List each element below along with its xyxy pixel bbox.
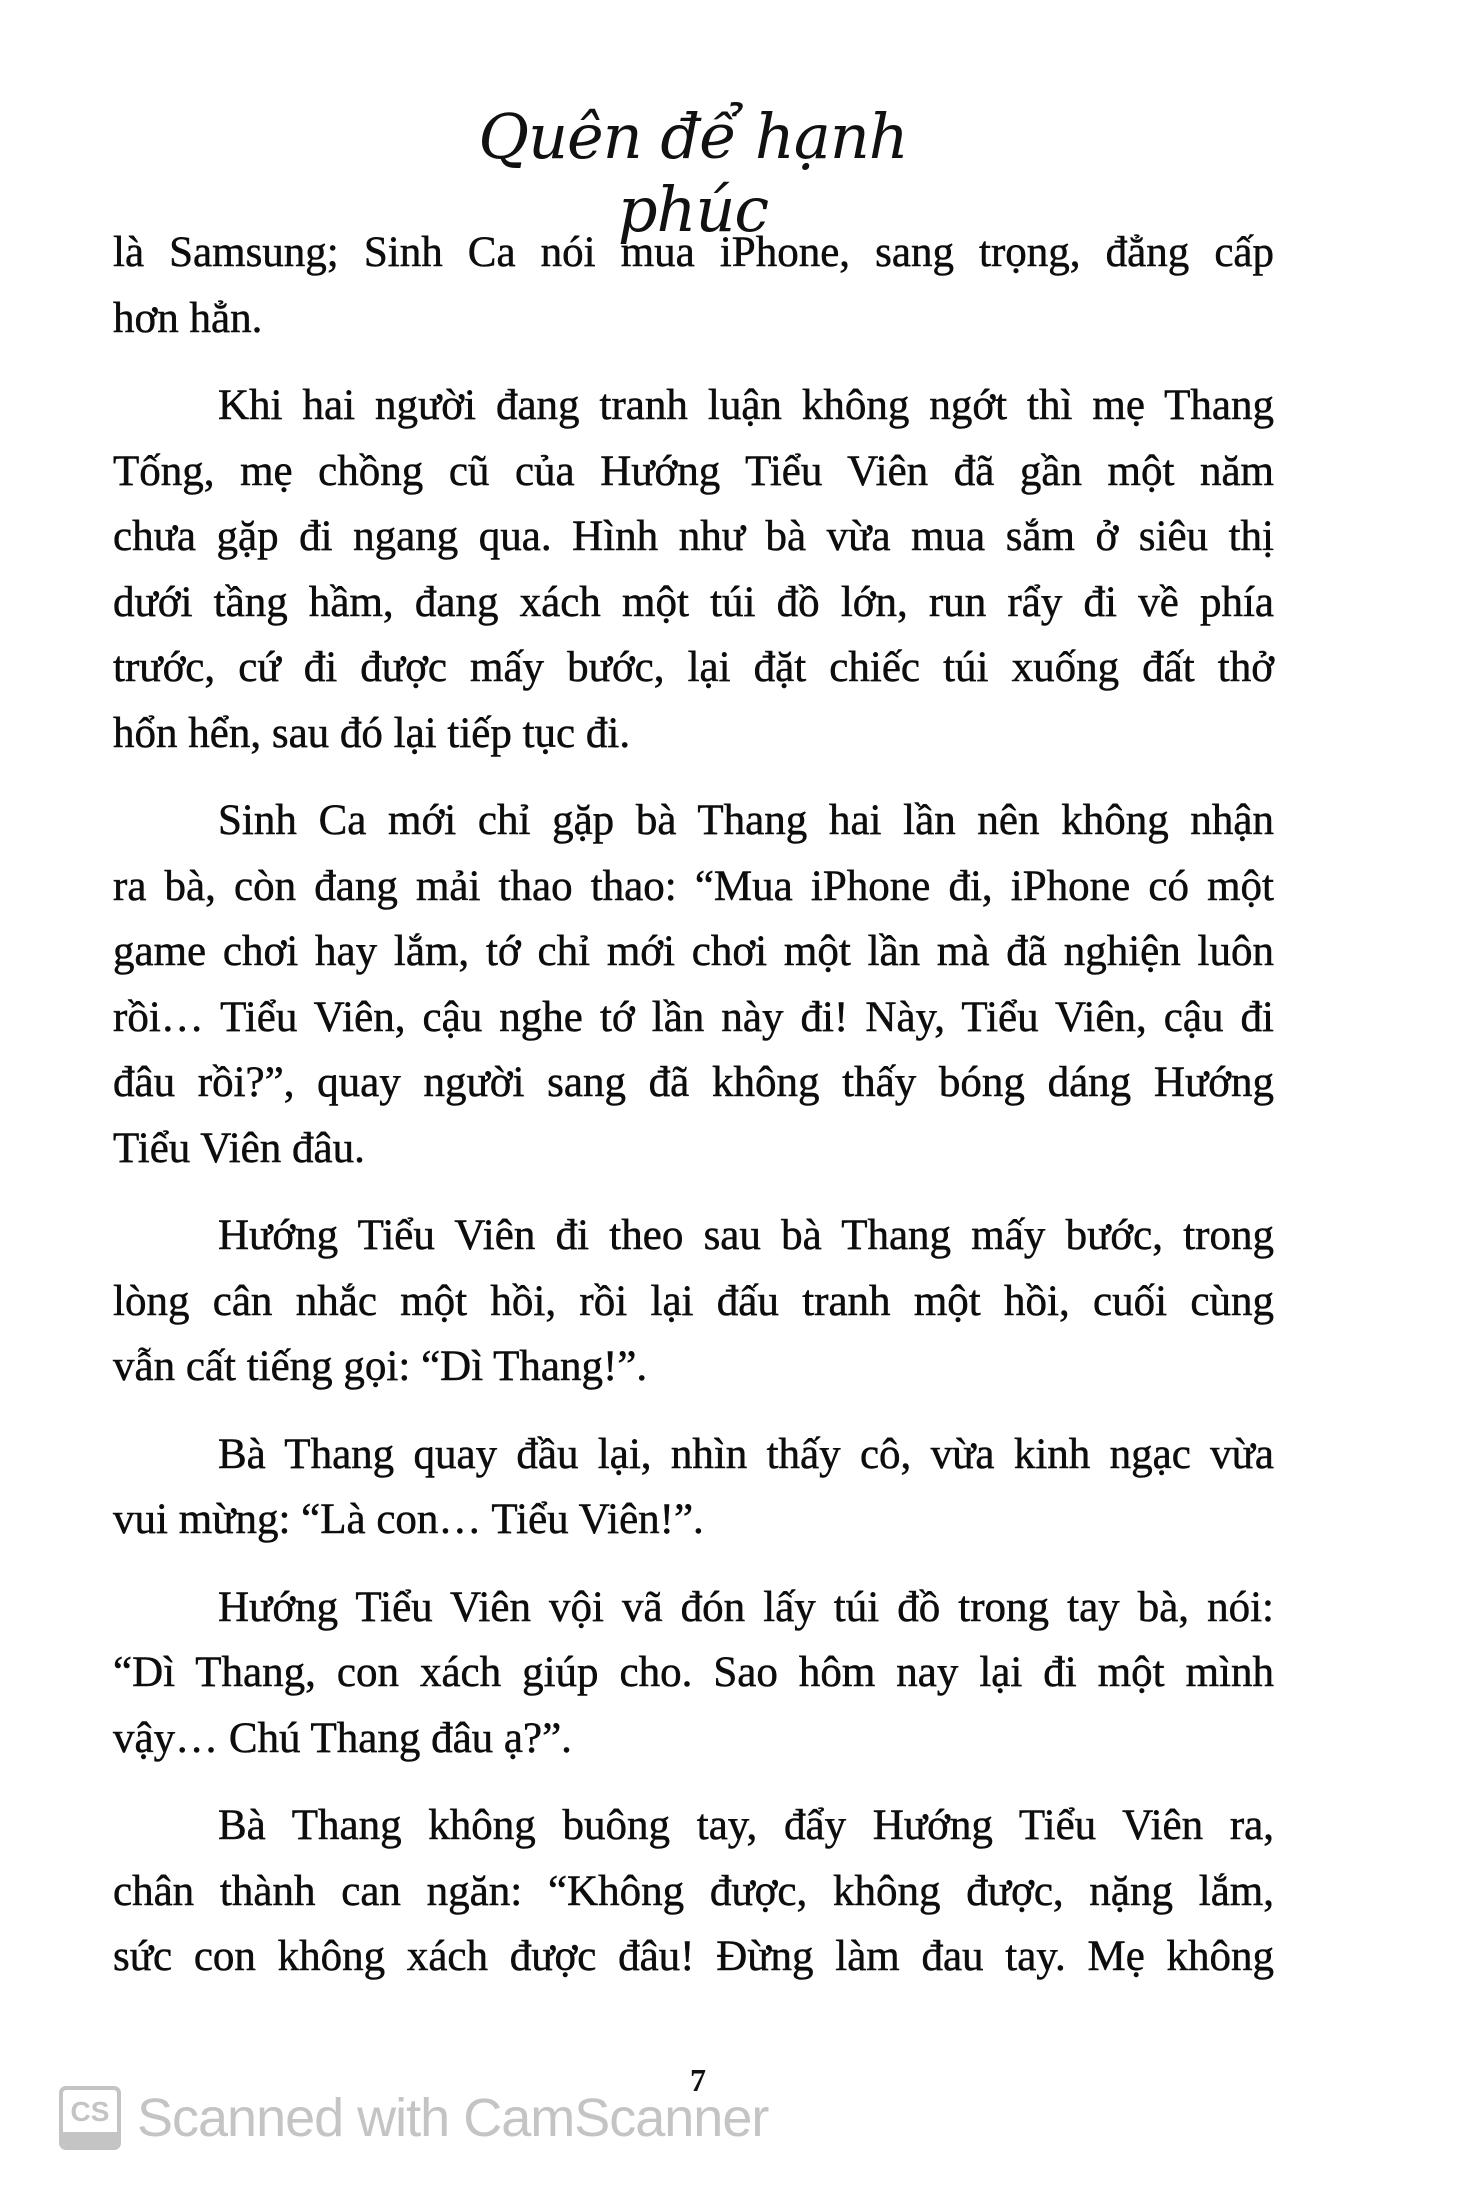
text-line: là Samsung; Sinh Ca nói mua iPhone, sang trọng, đẳng cấp	[113, 229, 1274, 276]
text-line: trước, cứ đi được mấy bước, lại đặt chiếc túi xuống đất thở	[113, 644, 1274, 691]
text-line: Bà Thang không buông tay, đẩy Hướng Tiểu Viên ra,	[218, 1802, 1274, 1849]
text-line: chân thành can ngăn: “Không được, không được, nặng lắm,	[113, 1867, 1274, 1915]
text-line: dưới tầng hầm, đang xách một túi đồ lớn, run rẩy đi về phía	[113, 578, 1274, 626]
paragraph	[113, 1422, 1274, 1553]
text-line: rồi… Tiểu Viên, cậu nghe tớ lần này đi! Này, Tiểu Viên, cậu đi	[113, 993, 1274, 1041]
text-line: “Dì Thang, con xách giúp cho. Sao hôm nay lại đi một mình	[113, 1649, 1274, 1696]
paragraph	[113, 220, 1274, 351]
text-line: hổn hển, sau đó lại tiếp tục đi.	[113, 709, 631, 757]
text-line: Hướng Tiểu Viên vội vã đón lấy túi đồ trong tay bà, nói:	[218, 1583, 1274, 1631]
paragraph	[113, 1793, 1274, 1990]
text-line: vậy… Chú Thang đâu ạ?”.	[113, 1714, 572, 1762]
text-line: Khi hai người đang tranh luận không ngớt thì mẹ Thang	[218, 382, 1274, 429]
text-line: lòng cân nhắc một hồi, rồi lại đấu tranh một hồi, cuối cùng	[113, 1277, 1274, 1325]
text-line: game chơi hay lắm, tớ chỉ mới chơi một lần mà đã nghiện luôn	[113, 928, 1274, 975]
camscanner-logo-icon	[59, 2086, 121, 2150]
text-line: đâu rồi?”, quay người sang đã không thấy bóng dáng Hướng	[113, 1059, 1274, 1106]
body-text	[113, 220, 1274, 2012]
text-line: sức con không xách được đâu! Đừng làm đau tay. Mẹ không	[113, 1933, 1274, 1980]
paragraph	[113, 373, 1274, 766]
camscanner-logo-text: CS	[70, 2096, 110, 2127]
watermark-text: Scanned with CamScanner	[137, 2088, 769, 2148]
paragraph	[113, 788, 1274, 1181]
text-line: Bà Thang quay đầu lại, nhìn thấy cô, vừa kinh ngạc vừa	[218, 1430, 1274, 1478]
text-line: Hướng Tiểu Viên đi theo sau bà Thang mấy bước, trong	[218, 1212, 1274, 1259]
paragraph	[113, 1575, 1274, 1772]
running-header-title: Quên để hạnh phúc	[478, 100, 908, 246]
text-line: Tiểu Viên đâu.	[113, 1124, 365, 1172]
text-line: hơn hẳn.	[113, 294, 263, 342]
camscanner-watermark	[59, 2086, 768, 2150]
text-line: Tống, mẹ chồng cũ của Hướng Tiểu Viên đã gần một năm	[113, 447, 1274, 495]
text-line: ra bà, còn đang mải thao thao: “Mua iPhone đi, iPhone có một	[113, 862, 1274, 910]
text-line: vui mừng: “Là con… Tiểu Viên!”.	[113, 1496, 704, 1543]
text-line: chưa gặp đi ngang qua. Hình như bà vừa mua sắm ở siêu thị	[113, 513, 1274, 560]
text-line: vẫn cất tiếng gọi: “Dì Thang!”.	[113, 1343, 648, 1390]
text-line: Sinh Ca mới chỉ gặp bà Thang hai lần nên không nhận	[218, 797, 1274, 844]
paragraph	[113, 1203, 1274, 1400]
page-number: 7	[690, 2062, 706, 2098]
